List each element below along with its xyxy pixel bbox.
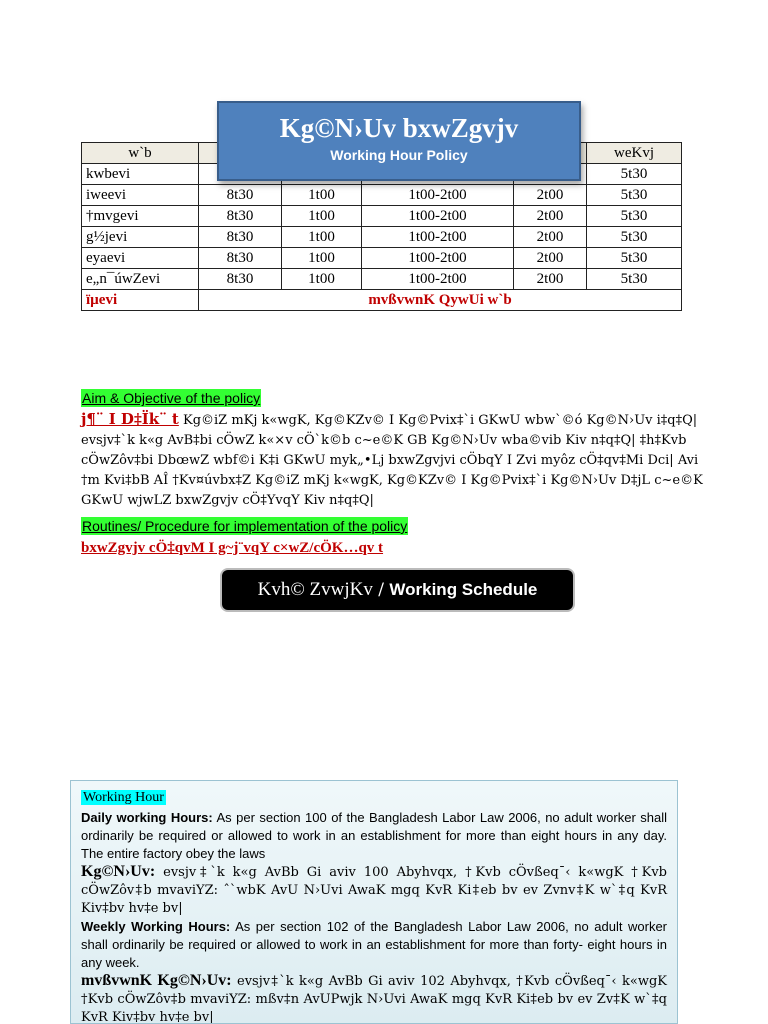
aim-paragraph [81, 409, 703, 511]
lunch-end-cell: 2t00 [514, 227, 587, 248]
lunch-begin-cell: 1t00 [282, 206, 362, 227]
in-time-cell: 8t30 [199, 206, 282, 227]
page-title: Kg©N›Uv bxwZgvjv [279, 113, 519, 143]
title-banner [217, 101, 581, 181]
day-cell: †mvgevi [82, 206, 199, 227]
day-cell: kwbevi [82, 164, 199, 185]
daily-hours-bangla-title: Kg©N›Uv: [81, 863, 156, 880]
weekly-hours-bangla-title: mvßvwnK Kg©N›Uv: [81, 972, 232, 989]
lunch-begin-cell: 1t00 [282, 227, 362, 248]
table-row [82, 206, 682, 227]
routines-heading: Routines/ Procedure for implementation of the policy [82, 518, 408, 534]
weekly-hours-title: Weekly Working Hours: [81, 919, 231, 934]
out-time-cell: 5t30 [587, 206, 682, 227]
lunch-time-cell: 1t00-2t00 [362, 206, 514, 227]
in-time-cell: 8t30 [199, 227, 282, 248]
lunch-end-cell: 2t00 [514, 269, 587, 290]
aim-heading: Aim & Objective of the policy [82, 390, 261, 406]
working-hour-box [70, 780, 678, 1024]
lunch-end-cell: 2t00 [514, 206, 587, 227]
weekly-hours-bangla-text: evsjv‡`k k«g AvBb Gi aviv 102 Abyhvqx, †Kvb cÖvßeq¯‹ k«wgK †Kvb cÖwZôv‡b mvaviYZ: mßv‡n AvUPwjk N›Uvi AwaK mgq KvR Ki‡eb bv ev Zv‡K w`‡q KvR Kiv‡bv hv‡e bv| [81, 974, 668, 1024]
out-time-cell: 5t30 [587, 248, 682, 269]
lunch-time-cell: 1t00-2t00 [362, 248, 514, 269]
daily-hours-paragraph [81, 809, 667, 863]
day-cell: ïµevi [82, 290, 199, 311]
daily-hours-bangla-paragraph [81, 863, 667, 918]
in-time-cell: 8t30 [199, 185, 282, 206]
header-day: w`b [82, 143, 199, 164]
table-row-holiday [82, 290, 682, 311]
daily-hours-bangla-text: evsjv‡`k k«g AvBb Gi aviv 100 Abyhvqx, †Kvb cÖvßeq¯‹ k«wgK †Kvb cÖwZôv‡b mvaviYZ: ˆ`wbK AvU N›Uvi AwaK mgq KvR Ki‡eb bv ev Zvnv‡K w`‡q KvR Kiv‡bv hv‡e bv| [81, 865, 667, 916]
day-cell: g½jevi [82, 227, 199, 248]
lunch-time-cell: 1t00-2t00 [362, 269, 514, 290]
weekly-holiday-note: mvßvwnK QywUi w`b [199, 290, 682, 311]
table-row [82, 227, 682, 248]
out-time-cell: 5t30 [587, 269, 682, 290]
table-row [82, 185, 682, 206]
daily-hours-text: As per section 100 of the Bangladesh Labor Law 2006, no adult worker shall ordinarily be required or allowed to work in an establishment for more than eight hours in any day. The entire factory obey the laws [81, 810, 667, 861]
lunch-begin-cell: 1t00 [282, 269, 362, 290]
out-time-cell: 5t30 [587, 164, 682, 185]
weekly-hours-text: As per section 102 of the Bangladesh Labor Law 2006, no adult worker shall ordinarily be required or allowed to work in an establishment for more than forty- eight hours in any week. [81, 919, 668, 970]
day-cell: eyaevi [82, 248, 199, 269]
lunch-end-cell: 2t00 [514, 185, 587, 206]
daily-hours-title: Daily working Hours: [81, 810, 213, 825]
lunch-time-cell: 1t00-2t00 [362, 227, 514, 248]
lunch-end-cell: 2t00 [514, 248, 587, 269]
out-time-cell: 5t30 [587, 227, 682, 248]
working-hour-label: Working Hour [83, 790, 164, 805]
out-time-cell: 5t30 [587, 185, 682, 206]
day-cell: e„n¯úwZevi [82, 269, 199, 290]
weekly-hours-paragraph [81, 918, 667, 972]
schedule-separator: / [372, 580, 390, 600]
page-subtitle: Working Hour Policy [330, 147, 468, 163]
table-row [82, 269, 682, 290]
in-time-cell: 8t30 [199, 248, 282, 269]
lunch-begin-cell: 1t00 [282, 248, 362, 269]
header-out: weKvj [587, 143, 682, 164]
schedule-english: Working Schedule [389, 580, 538, 599]
schedule-bangla: Kvh© ZvwjKv [257, 579, 373, 600]
lunch-time-cell: 1t00-2t00 [362, 185, 514, 206]
lunch-begin-cell: 1t00 [282, 185, 362, 206]
aim-lead: j¶¨ I D‡Ïk¨ t [81, 410, 179, 428]
working-schedule-banner [222, 570, 573, 610]
aim-text: Kg©iZ mKj k«wgK, Kg©KZv© I Kg©Pvix‡`i GKwU wbw`©ó Kg©N›Uv i‡q‡Q| evsjv‡`k k«g AvB‡bi cÖwZ k«×v cÖ`k©b c~e©K GB Kg©N›Uv wba©vib Kiv n‡q‡Q| ‡h‡Kvb cÖwZôv‡bi DbœwZ wbf©i K‡i GKwU myk„•Lj bxwZgvjvi cÖbqY I Zvi myôz cÖ‡qv‡Mi Dci| Avi †m Kvi‡bB AÎ †Kv¤úvbx‡Z Kg©iZ mKj k«wgK, Kg©KZv© I Kg©Pvix‡`i Kg©N›Uv D‡jL c~e©K GKwU wjwLZ bxwZgvjv cÖ‡YvqY Kiv n‡q‡Q| [81, 413, 703, 508]
day-cell: iweevi [82, 185, 199, 206]
routines-subheading: bxwZgvjv cÖ‡qvM I g~j¨vqY c×wZ/cÖK…qv t [81, 540, 384, 556]
in-time-cell: 8t30 [199, 269, 282, 290]
table-row [82, 248, 682, 269]
weekly-hours-bangla-paragraph [81, 972, 667, 1024]
